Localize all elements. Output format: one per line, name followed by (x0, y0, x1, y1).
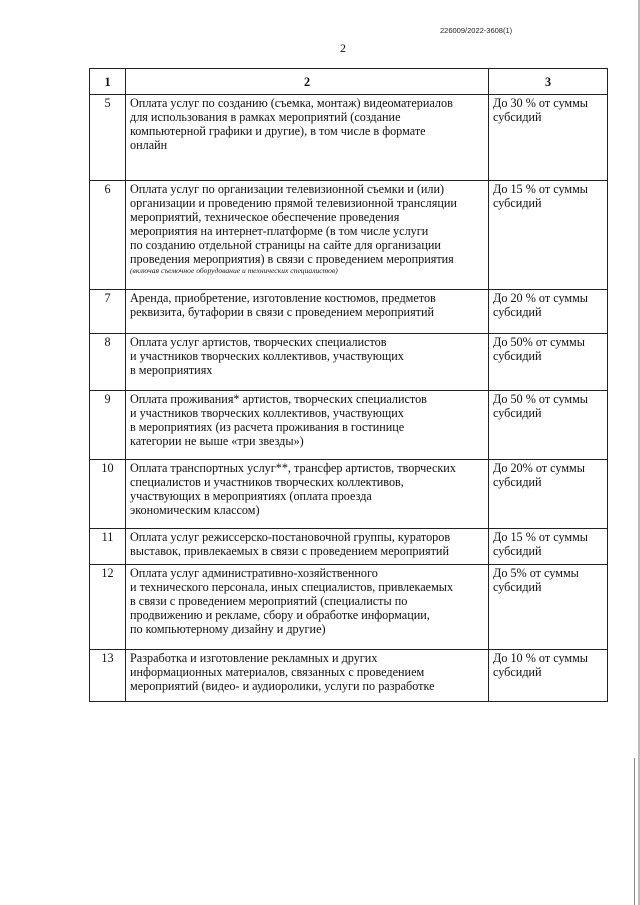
row-number: 8 (90, 334, 126, 391)
table-row (90, 460, 608, 529)
row-description: Аренда, приобретение, изготовление костюмов, предметов реквизита, бутафории в связи с проведением мероприятий (126, 290, 489, 334)
expense-table (89, 68, 608, 702)
column-header: 1 (90, 69, 126, 95)
table-row (90, 391, 608, 460)
row-number: 11 (90, 529, 126, 565)
row-description-cell (126, 181, 489, 290)
table-row (90, 334, 608, 391)
row-share: До 50 % от суммы субсидий (489, 391, 608, 460)
row-number: 5 (90, 95, 126, 181)
row-share: До 50% от суммы субсидий (489, 334, 608, 391)
column-header: 2 (126, 69, 489, 95)
row-share: До 20 % от суммы субсидий (489, 290, 608, 334)
row-number: 13 (90, 650, 126, 702)
table-row (90, 290, 608, 334)
table-row (90, 95, 608, 181)
table-row (90, 529, 608, 565)
row-number: 7 (90, 290, 126, 334)
table-row (90, 650, 608, 702)
row-share: До 5% от суммы субсидий (489, 565, 608, 650)
row-number: 10 (90, 460, 126, 529)
table-row (90, 565, 608, 650)
row-share: До 30 % от суммы субсидий (489, 95, 608, 181)
row-description: Оплата услуг артистов, творческих специалистов и участников творческих коллективов, участвующих в мероприятиях (126, 334, 489, 391)
row-description: Оплата услуг режиссерско-постановочной группы, кураторов выставок, привлекаемых в связи с проведением мероприятий (126, 529, 489, 565)
row-share: До 15 % от суммы субсидий (489, 181, 608, 290)
column-header: 3 (489, 69, 608, 95)
row-number: 12 (90, 565, 126, 650)
row-share: До 10 % от суммы субсидий (489, 650, 608, 702)
row-number: 9 (90, 391, 126, 460)
page-number: 2 (340, 41, 346, 55)
row-description: Оплата услуг по организации телевизионной съемки и (или) организации и проведению прямой телевизионной трансляции мероприятий, техническое обеспечение проведения мероприятия на интернет-платформе (в том числе услуги по созданию отдельной страницы на сайте для организации проведения мероприятия) в связи с проведением мероприятия (130, 182, 457, 266)
table-header-row (90, 69, 608, 95)
row-number: 6 (90, 181, 126, 290)
row-share: До 20% от суммы субсидий (489, 460, 608, 529)
table-row (90, 181, 608, 290)
document-code: 226009/2022-3608(1) (440, 26, 513, 35)
row-description: Оплата услуг административно-хозяйственного и технического персонала, иных специалистов, привлекаемых в связи с проведением мероприятий (специалисты по продвижению и рекламе, сбору и обработке информации, по компьютерному дизайну и другие) (126, 565, 489, 650)
row-description: Оплата проживания* артистов, творческих специалистов и участников творческих коллективов, участвующих в мероприятиях (из расчета проживания в гостинице категории не выше «три звезды») (126, 391, 489, 460)
row-share: До 15 % от суммы субсидий (489, 529, 608, 565)
row-description: Разработка и изготовление рекламных и других информационных материалов, связанных с проведением мероприятий (видео- и аудиоролики, услуги по разработке (126, 650, 489, 702)
scan-page-fold (634, 758, 640, 905)
row-description: Оплата транспортных услуг**, трансфер артистов, творческих специалистов и участников творческих коллективов, участвующих в мероприятиях (оплата проезда экономическим классом) (126, 460, 489, 529)
row-note: (включая съемочное оборудование и технических специалистов) (130, 266, 338, 275)
row-description: Оплата услуг по созданию (съемка, монтаж) видеоматериалов для использования в рамках мероприятий (создание компьютерной графики и другие), в том числе в формате онлайн (126, 95, 489, 181)
